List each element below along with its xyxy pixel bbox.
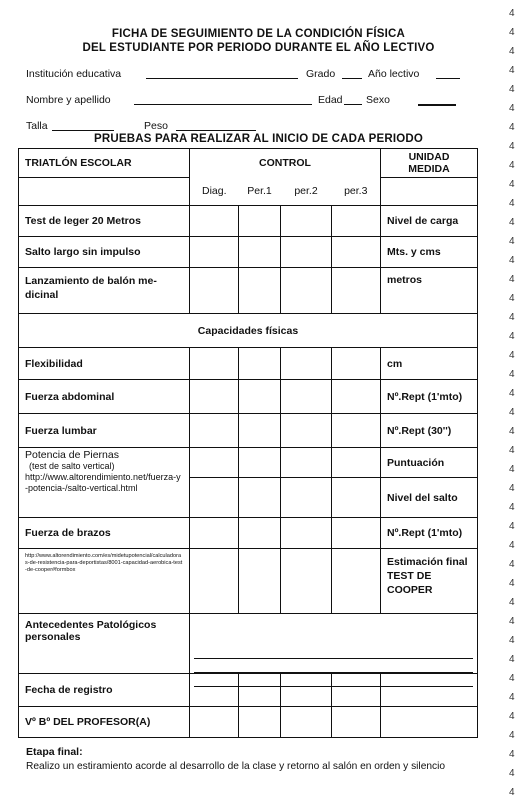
binding-mark: 4 — [509, 350, 515, 361]
binding-mark: 4 — [509, 141, 515, 152]
binding-mark: 4 — [509, 483, 515, 494]
potencia-subtitle: (test de salto vertical) — [29, 461, 115, 471]
cell-input[interactable] — [281, 268, 332, 314]
row-label-abdominal: Fuerza abdominal — [19, 380, 190, 414]
row-unit-nivel-salto: Nivel del salto — [381, 478, 478, 518]
cell-input[interactable] — [332, 348, 381, 380]
cell-input[interactable] — [332, 414, 381, 448]
cell-input[interactable] — [190, 674, 239, 707]
cell-input[interactable] — [281, 674, 332, 707]
binding-mark: 4 — [509, 8, 515, 19]
cell-input[interactable] — [190, 478, 239, 518]
talla-label: Talla — [26, 120, 48, 132]
col-per3: per.3 — [332, 178, 381, 206]
cell-input[interactable] — [281, 380, 332, 414]
row-unit-cooper: Estimación final TEST DE COOPER — [381, 549, 478, 614]
etapa-final-text: Realizo un estiramiento acorde al desarrollo de la clase y retorno al salón en orden y silencio — [26, 761, 446, 772]
grado-field[interactable] — [342, 78, 362, 79]
col-per2: per.2 — [281, 178, 332, 206]
binding-mark: 4 — [509, 388, 515, 399]
institucion-field[interactable] — [146, 78, 298, 79]
cell-input[interactable] — [332, 206, 381, 237]
institucion-label: Institución educativa — [26, 68, 122, 80]
cell-input[interactable] — [281, 448, 332, 478]
binding-mark: 4 — [509, 198, 515, 209]
cell-input[interactable] — [332, 237, 381, 268]
cell-input[interactable] — [239, 237, 281, 268]
binding-mark: 4 — [509, 559, 515, 570]
cell-input[interactable] — [381, 674, 478, 707]
cooper-url[interactable] — [19, 549, 190, 614]
cell-input[interactable] — [281, 549, 332, 614]
table-row — [19, 448, 478, 478]
anio-field[interactable] — [436, 78, 460, 79]
binding-mark: 4 — [509, 179, 515, 190]
cell-input[interactable] — [332, 478, 381, 518]
binding-mark: 4 — [509, 103, 515, 114]
cell-input[interactable] — [239, 518, 281, 549]
cell-input[interactable] — [281, 707, 332, 738]
row-label-leger: Test de leger 20 Metros — [19, 206, 190, 237]
binding-mark: 4 — [509, 635, 515, 646]
binding-mark: 4 — [509, 369, 515, 380]
nombre-field[interactable] — [134, 104, 312, 105]
cell-input[interactable] — [190, 549, 239, 614]
row-label-salto: Salto largo sin impulso — [19, 237, 190, 268]
cell-input[interactable] — [190, 448, 239, 478]
table-row — [19, 206, 478, 237]
cell-input[interactable] — [190, 206, 239, 237]
header-blank-right — [381, 178, 478, 206]
cell-input[interactable] — [332, 549, 381, 614]
table-row — [19, 549, 478, 614]
anio-label: Año lectivo — [368, 68, 420, 80]
cell-input[interactable] — [281, 518, 332, 549]
cell-input[interactable] — [239, 380, 281, 414]
edad-field[interactable] — [344, 104, 362, 105]
cell-input[interactable] — [190, 268, 239, 314]
binding-mark: 4 — [509, 673, 515, 684]
peso-label: Peso — [144, 120, 168, 132]
binding-mark: 4 — [509, 426, 515, 437]
cell-input[interactable] — [239, 414, 281, 448]
binding-mark: 4 — [509, 217, 515, 228]
cell-input[interactable] — [281, 206, 332, 237]
col-per1: Per.1 — [239, 178, 281, 206]
edad-label: Edad — [318, 94, 343, 106]
cell-input[interactable] — [190, 380, 239, 414]
cell-input[interactable] — [239, 674, 281, 707]
binding-mark: 4 — [509, 692, 515, 703]
binding-mark: 4 — [509, 730, 515, 741]
cell-input[interactable] — [190, 707, 239, 738]
cell-input[interactable] — [332, 518, 381, 549]
row-unit-puntuacion: Puntuación — [381, 448, 478, 478]
row-label-vobo: Vº Bº DEL PROFESOR(A) — [19, 707, 190, 738]
cell-input[interactable] — [239, 478, 281, 518]
binding-mark: 4 — [509, 274, 515, 285]
cell-input[interactable] — [281, 478, 332, 518]
sexo-label: Sexo — [366, 94, 390, 106]
col-diag: Diag. — [190, 178, 239, 206]
cell-input[interactable] — [239, 348, 281, 380]
cell-input[interactable] — [332, 707, 381, 738]
header-control: CONTROL — [190, 149, 381, 178]
cell-input[interactable] — [281, 348, 332, 380]
binding-mark: 4 — [509, 122, 515, 133]
row-unit-flexibilidad: cm — [381, 348, 478, 380]
binding-mark: 4 — [509, 768, 515, 779]
row-unit-salto: Mts. y cms — [381, 237, 478, 268]
binding-mark: 4 — [509, 464, 515, 475]
grado-label: Grado — [306, 68, 336, 80]
fitness-table — [18, 148, 478, 738]
cell-input[interactable] — [281, 237, 332, 268]
capacidades-heading: Capacidades físicas — [19, 314, 478, 348]
cell-input[interactable] — [239, 206, 281, 237]
talla-field[interactable] — [52, 130, 114, 131]
binding-mark: 4 — [509, 27, 515, 38]
table-row — [19, 414, 478, 448]
binding-mark: 4 — [509, 616, 515, 627]
row-label-lumbar: Fuerza lumbar — [19, 414, 190, 448]
binding-mark: 4 — [509, 787, 515, 798]
header-triatlon: TRIATLÓN ESCOLAR — [19, 149, 190, 178]
table-row — [19, 268, 478, 314]
binding-mark: 4 — [509, 407, 515, 418]
cooper-url-text[interactable]: http://www.altorendimiento.com/es/midetupotencial/calculadoras-de-resistencia-para-deportistas/8001-capacidad-aerobica-test-de-cooper#formbox — [25, 553, 183, 573]
binding-mark: 4 — [509, 255, 515, 266]
table-row — [19, 380, 478, 414]
row-unit-leger: Nivel de carga — [381, 206, 478, 237]
table-row — [19, 348, 478, 380]
row-label-lanzamiento: Lanzamiento de balón me-dicinal — [19, 268, 190, 314]
cell-input[interactable] — [239, 707, 281, 738]
cell-input[interactable] — [190, 414, 239, 448]
table-row — [19, 674, 478, 707]
title-line-2: DEL ESTUDIANTE POR PERIODO DURANTE EL AÑO LECTIVO — [82, 42, 435, 54]
cell-input[interactable] — [239, 549, 281, 614]
table-row — [19, 614, 478, 674]
cell-input[interactable] — [239, 268, 281, 314]
binding-mark: 4 — [509, 445, 515, 456]
cell-input[interactable] — [190, 518, 239, 549]
binding-mark: 4 — [509, 160, 515, 171]
row-unit-abdominal: Nº.Rept (1'mto) — [381, 380, 478, 414]
binding-mark: 4 — [509, 540, 515, 551]
binding-mark: 4 — [509, 65, 515, 76]
peso-field[interactable] — [176, 130, 256, 131]
binding-edge — [505, 0, 517, 798]
header-unidad: UNIDAD MEDIDA — [381, 149, 478, 178]
binding-mark: 4 — [509, 293, 515, 304]
table-row — [19, 237, 478, 268]
row-label-brazos: Fuerza de brazos — [19, 518, 190, 549]
binding-mark: 4 — [509, 84, 515, 95]
nombre-label: Nombre y apellido — [26, 94, 111, 106]
sexo-field[interactable] — [418, 104, 456, 106]
row-label-antecedentes: Antecedentes Patológicos personales — [19, 614, 190, 674]
cell-input[interactable] — [332, 380, 381, 414]
cell-input[interactable] — [332, 268, 381, 314]
section-title: PRUEBAS PARA REALIZAR AL INICIO DE CADA PERIODO — [93, 133, 424, 145]
row-unit-lanzamiento: metros — [381, 268, 478, 314]
cell-input[interactable] — [381, 707, 478, 738]
cell-input[interactable] — [239, 448, 281, 478]
binding-mark: 4 — [509, 46, 515, 57]
row-label-fecha: Fecha de registro — [19, 674, 190, 707]
binding-mark: 4 — [509, 521, 515, 532]
row-unit-lumbar: Nº.Rept (30'') — [381, 414, 478, 448]
cell-input[interactable] — [281, 414, 332, 448]
potencia-url[interactable]: http://www.altorendimiento.net/fuerza-y-potencia-/salto-vertical.html — [25, 472, 181, 493]
binding-mark: 4 — [509, 331, 515, 342]
binding-mark: 4 — [509, 711, 515, 722]
cell-input[interactable] — [190, 237, 239, 268]
binding-mark: 4 — [509, 312, 515, 323]
table-row — [19, 707, 478, 738]
antecedentes-field[interactable] — [190, 614, 478, 674]
row-label-potencia — [19, 448, 190, 518]
binding-mark: 4 — [509, 654, 515, 665]
table-row — [19, 518, 478, 549]
binding-mark: 4 — [509, 578, 515, 589]
title-line-1: FICHA DE SEGUIMIENTO DE LA CONDICIÓN FÍSICA — [111, 28, 406, 40]
row-label-flexibilidad: Flexibilidad — [19, 348, 190, 380]
binding-mark: 4 — [509, 502, 515, 513]
etapa-final-title: Etapa final: — [26, 746, 83, 758]
potencia-title: Potencia de Piernas — [25, 449, 119, 461]
cell-input[interactable] — [332, 448, 381, 478]
cell-input[interactable] — [332, 674, 381, 707]
cell-input[interactable] — [190, 348, 239, 380]
binding-mark: 4 — [509, 749, 515, 760]
binding-mark: 4 — [509, 597, 515, 608]
row-unit-brazos: Nº.Rept (1'mto) — [381, 518, 478, 549]
binding-mark: 4 — [509, 236, 515, 247]
header-blank — [19, 178, 190, 206]
